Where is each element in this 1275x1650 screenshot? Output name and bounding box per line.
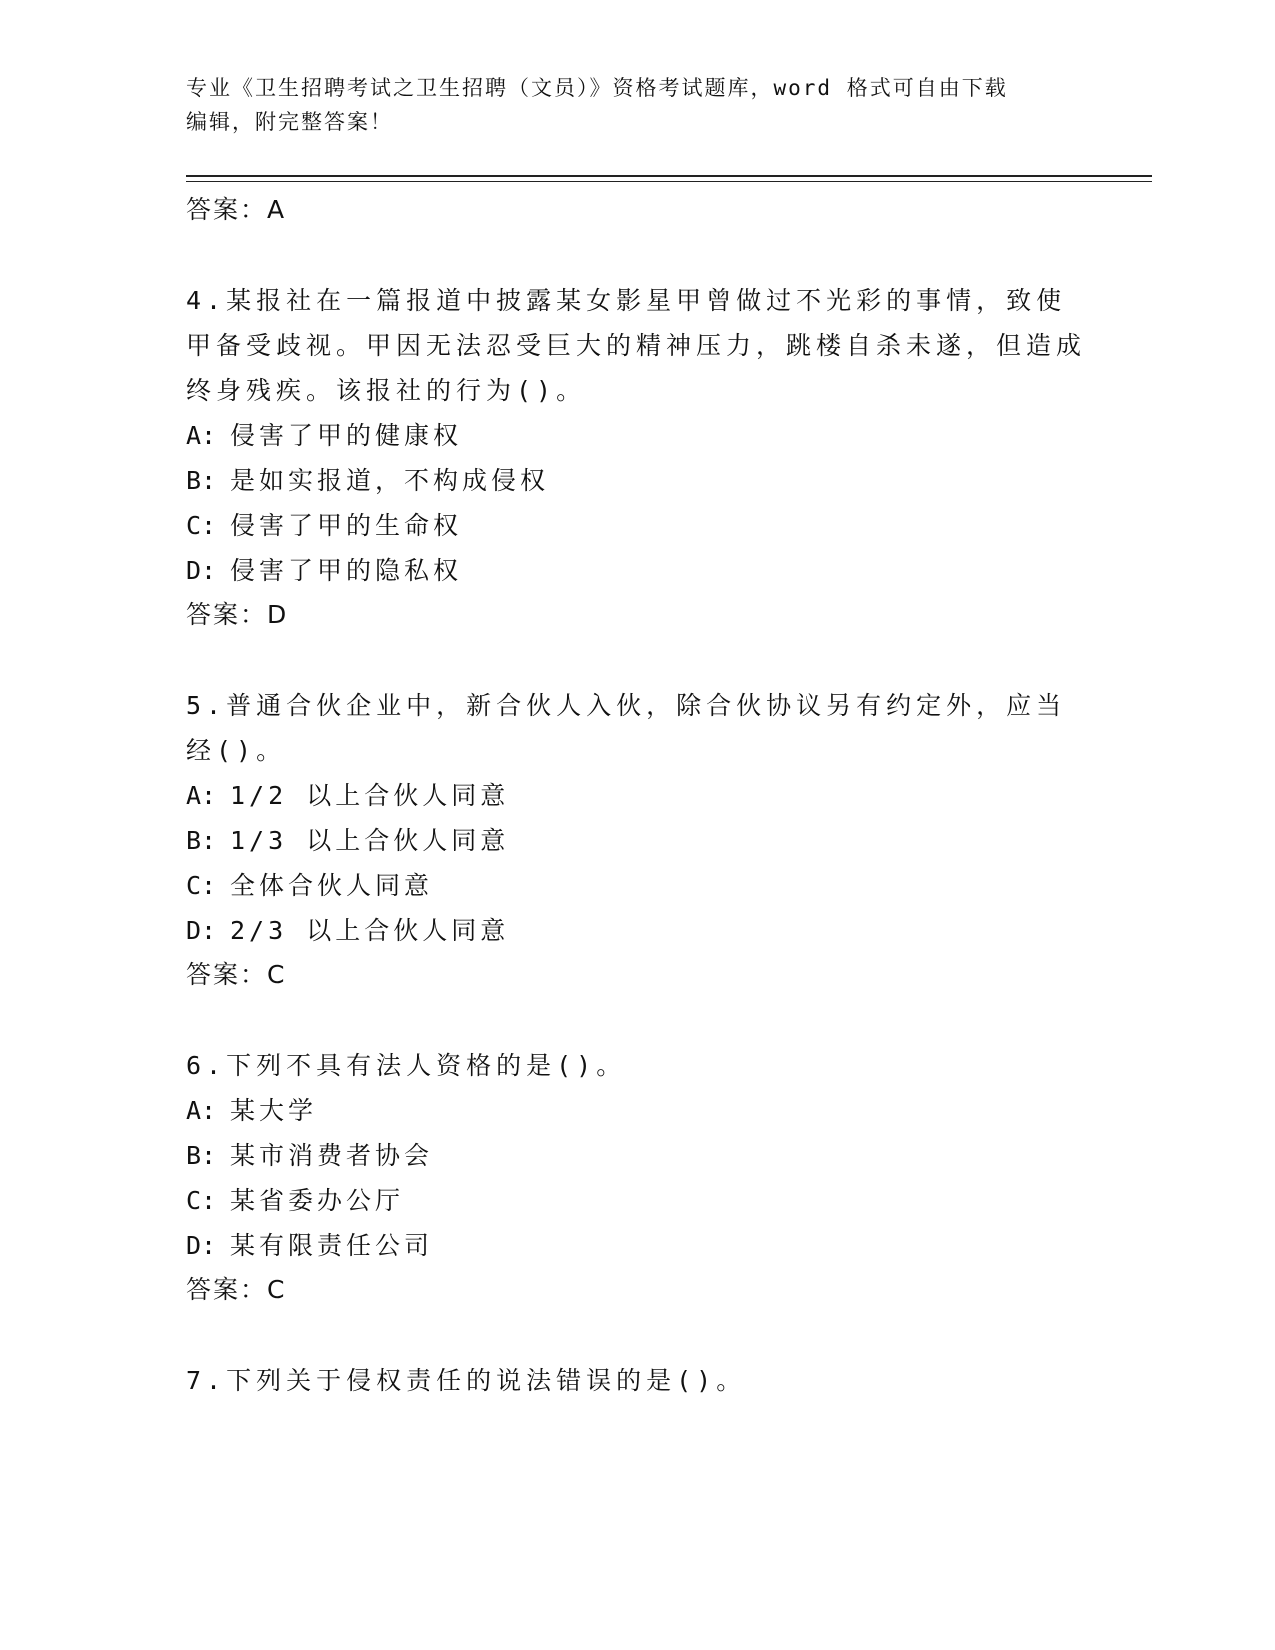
answer-label: 答案： [186,195,268,224]
option-a [186,413,1086,458]
question-6 [186,1043,1086,1312]
answer-line [186,188,1086,232]
option-text: 某省委办公厅 [230,1186,405,1215]
answer-value: D [267,600,287,629]
answer-value: C [267,960,285,989]
option-d [186,908,1086,953]
question-7 [186,1358,1086,1403]
option-text: 是如实报道，不构成侵权 [230,466,550,495]
question-list [186,188,1086,1403]
option-letter: C: [186,511,217,540]
option-text: 2/3 以上合伙人同意 [230,916,510,945]
header-line-1: 专业《卫生招聘考试之卫生招聘（文员）》资格考试题库，word 格式可自由下载 [186,76,1008,100]
option-letter: C: [186,1186,217,1215]
option-letter: D: [186,556,217,585]
header-divider-thin [186,181,1152,182]
answer-label: 答案： [186,600,268,629]
option-text: 某有限责任公司 [230,1231,434,1260]
option-text: 侵害了甲的健康权 [230,421,463,450]
answer-line [186,1268,1086,1312]
answer-value: A [267,195,285,224]
option-a [186,1088,1086,1133]
question-4 [186,278,1086,637]
question-stem: 7.下列关于侵权责任的说法错误的是()。 [186,1366,747,1395]
question-stem: 4.某报社在一篇报道中披露某女影星甲曾做过不光彩的事情，致使甲备受歧视。甲因无法忍受巨大的精神压力，跳楼自杀未遂，但造成终身残疾。该报社的行为()。 [186,286,1087,405]
option-letter: A: [186,1096,217,1125]
option-b [186,458,1086,503]
option-c [186,1178,1086,1223]
document-header [186,71,1086,139]
option-letter: B: [186,1141,217,1170]
answer-value: C [267,1275,285,1304]
option-letter: B: [186,466,217,495]
option-c [186,503,1086,548]
option-d [186,548,1086,593]
option-letter: B: [186,826,217,855]
option-c [186,863,1086,908]
option-a [186,773,1086,818]
question-stem: 5.普通合伙企业中，新合伙人入伙，除合伙协议另有约定外，应当经()。 [186,691,1067,765]
question-5 [186,683,1086,997]
option-letter: A: [186,781,217,810]
option-text: 1/3 以上合伙人同意 [230,826,510,855]
option-b [186,1133,1086,1178]
header-divider-thick [186,175,1152,177]
option-d [186,1223,1086,1268]
question-stem: 6.下列不具有法人资格的是()。 [186,1051,627,1080]
option-letter: C: [186,871,217,900]
answer-line [186,953,1086,997]
option-letter: D: [186,916,217,945]
option-text: 某大学 [230,1096,318,1125]
option-letter: D: [186,1231,217,1260]
answer-label: 答案： [186,1275,268,1304]
option-text: 侵害了甲的隐私权 [230,556,463,585]
option-text: 全体合伙人同意 [230,871,434,900]
answer-label: 答案： [186,960,268,989]
option-text: 侵害了甲的生命权 [230,511,463,540]
option-letter: A: [186,421,217,450]
header-line-2: 编辑，附完整答案！ [186,110,393,134]
answer-line [186,593,1086,637]
option-b [186,818,1086,863]
option-text: 1/2 以上合伙人同意 [230,781,510,810]
option-text: 某市消费者协会 [230,1141,434,1170]
